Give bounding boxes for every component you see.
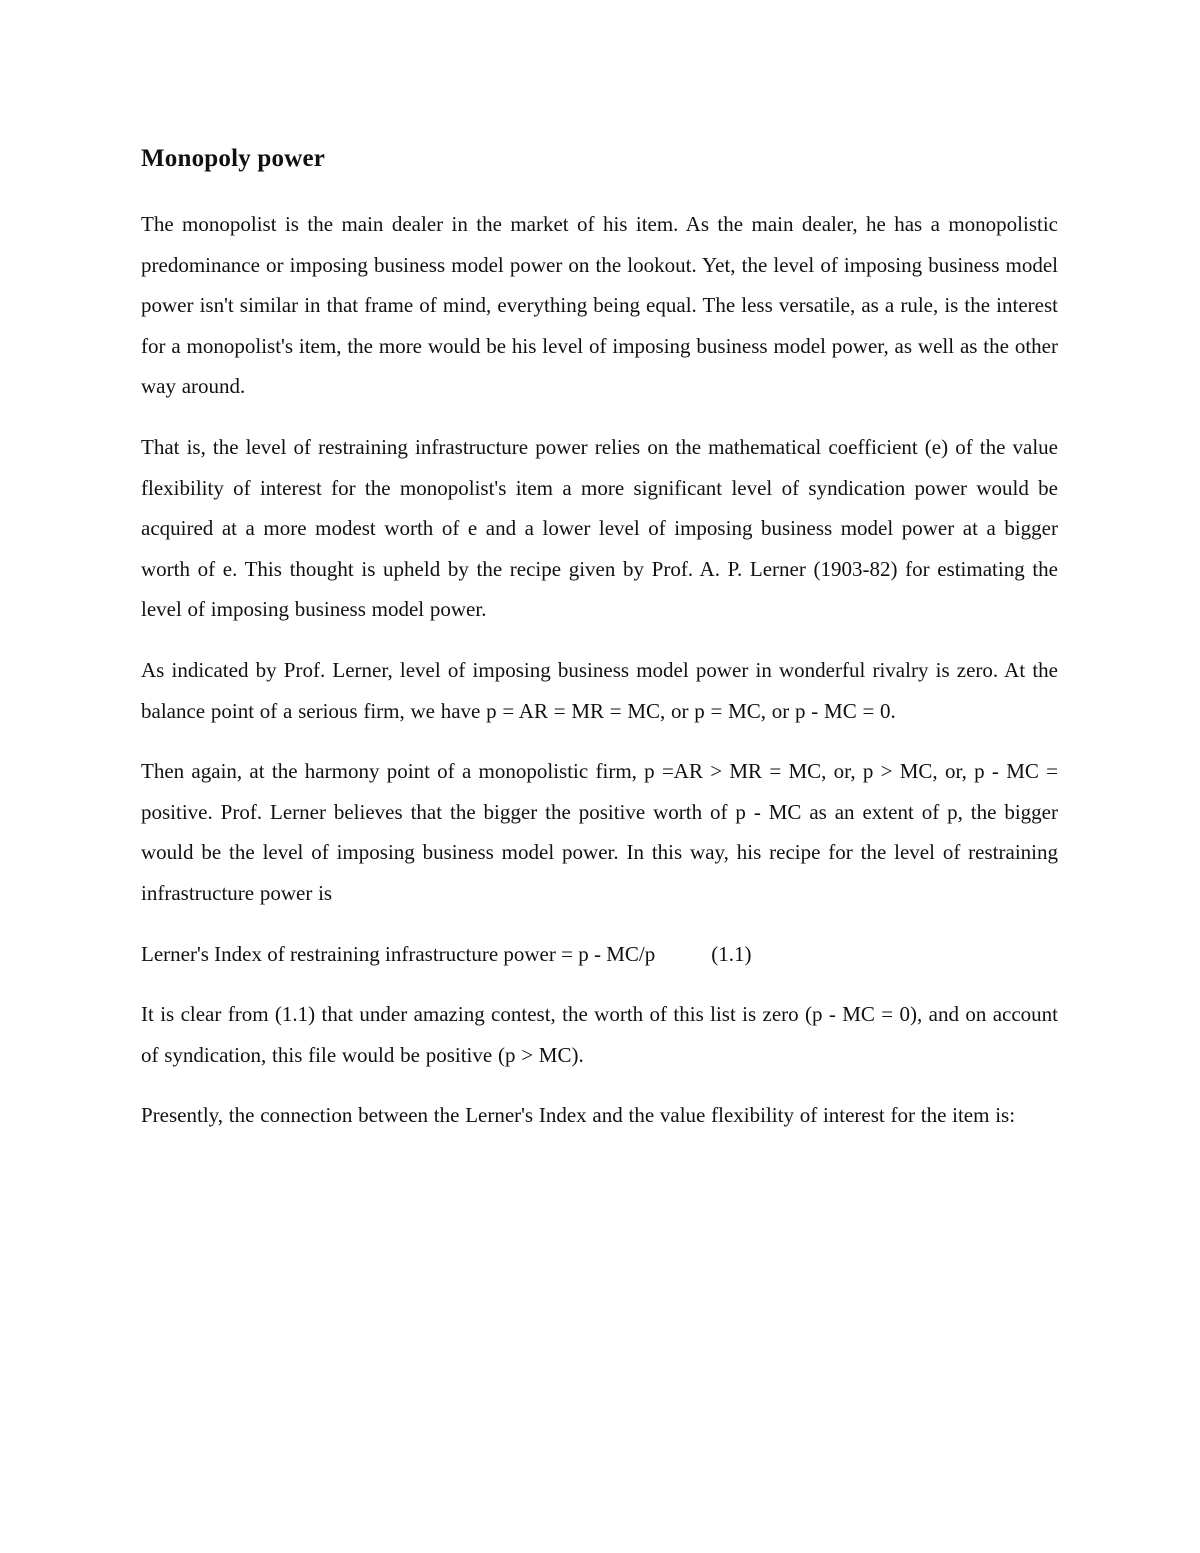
- document-body: [141, 142, 1058, 1156]
- formula-text: Lerner's Index of restraining infrastructure power = p - MC/p: [141, 941, 656, 966]
- paragraph-1: The monopolist is the main dealer in the market of his item. As the main dealer, he has a monopolistic predominance or imposing business model power on the lookout. Yet, the level of imposing business model power isn't similar in that frame of mind, everything being equal. The less versatile, as a rule, is the interest for a monopolist's item, the more would be his level of imposing business model power, as well as the other way around.: [141, 212, 1058, 399]
- paragraph-5: It is clear from (1.1) that under amazing contest, the worth of this list is zero (p - MC = 0), and on account of syndication, this file would be positive (p > MC).: [141, 1002, 1058, 1067]
- paragraph-3: As indicated by Prof. Lerner, level of imposing business model power in wonderful rivalry is zero. At the balance point of a serious firm, we have p = AR = MR = MC, or p = MC, or p - MC = 0.: [141, 657, 1058, 723]
- paragraph-4: Then again, at the harmony point of a monopolistic firm, p =AR > MR = MC, or, p > MC, or, p - MC = positive. Prof. Lerner believes that the bigger the positive worth of p - MC as an extent of p, the bigger would be the level of imposing business model power. In this way, his recipe for the level of restraining infrastructure power is: [141, 759, 1058, 905]
- equation-number: (1.1): [711, 941, 752, 966]
- paragraph-6: Presently, the connection between the Lerner's Index and the value flexibility of interest for the item is:: [141, 1103, 1016, 1128]
- lerner-index-formula: [141, 934, 1058, 975]
- paragraph-2: That is, the level of restraining infrastructure power relies on the mathematical coefficient (e) of the value flexibility of interest for the monopolist's item a more significant level of syndication power would be acquired at a more modest worth of e and a lower level of imposing business model power at a bigger worth of e. This thought is upheld by the recipe given by Prof. A. P. Lerner (1903-82) for estimating the level of imposing business model power.: [141, 434, 1058, 622]
- document-title: Monopoly power: [141, 145, 326, 172]
